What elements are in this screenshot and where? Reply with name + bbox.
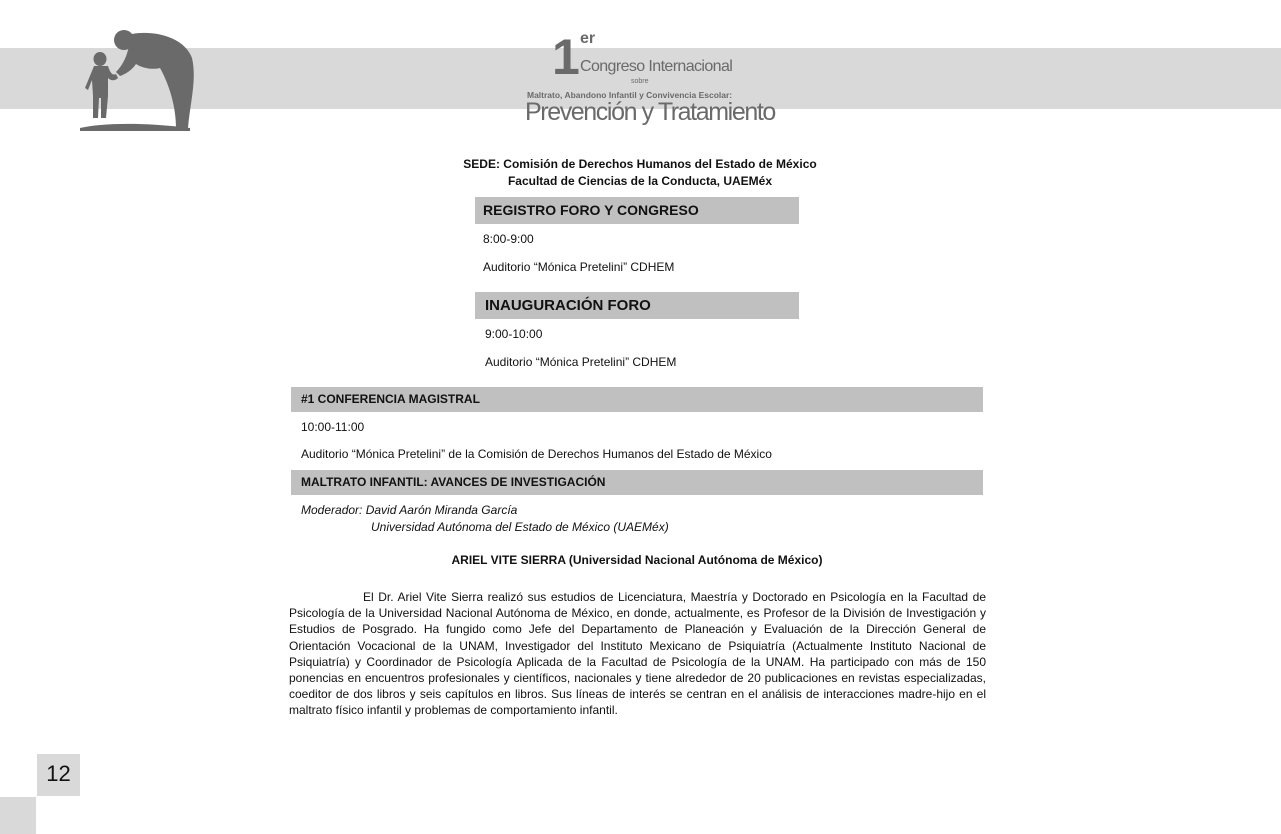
moderator-affiliation: Universidad Autónoma del Estado de México (UAEMéx) (371, 520, 669, 534)
inauguracion-time: 9:00-10:00 (485, 327, 543, 341)
registro-heading: REGISTRO FORO Y CONGRESO (475, 197, 799, 224)
conferencia-time: 10:00-11:00 (301, 420, 365, 434)
congress-superscript: er (580, 30, 596, 47)
page-number: 12 (37, 754, 80, 796)
inauguracion-heading: INAUGURACIÓN FORO (475, 292, 799, 319)
moderator: Moderador: David Aarón Miranda García (301, 503, 518, 517)
congress-subtitle: Maltrato, Abandono Infantil y Convivencia Escolar: (527, 90, 733, 100)
congress-logo (500, 28, 790, 132)
inauguracion-place: Auditorio “Mónica Pretelini” CDHEM (485, 355, 677, 369)
mother-child-logo-icon (72, 28, 202, 132)
registro-time: 8:00-9:00 (483, 232, 534, 246)
conferencia-heading: #1 CONFERENCIA MAGISTRAL (291, 387, 983, 412)
page-corner-decoration (0, 797, 36, 834)
congress-main-title: Prevención y Tratamiento (525, 98, 775, 126)
congress-name: Congreso Internacional (580, 58, 733, 75)
registro-place: Auditorio “Mónica Pretelini” CDHEM (483, 260, 675, 274)
tema-heading: MALTRATO INFANTIL: AVANCES DE INVESTIGACIÓN (291, 470, 983, 495)
conferencia-place: Auditorio “Mónica Pretelini” de la Comisión de Derechos Humanos del Estado de México (301, 447, 772, 461)
sede-line-1: SEDE: Comisión de Derechos Humanos del Estado de México (463, 157, 817, 171)
speaker-name: ARIEL VITE SIERRA (Universidad Nacional Autónoma de México) (451, 553, 823, 567)
congress-connector: sobre (631, 78, 649, 85)
congress-number: 1 (552, 29, 578, 85)
speaker-bio: El Dr. Ariel Vite Sierra realizó sus estudios de Licenciatura, Maestría y Doctorado en Psicología en la Facultad de Psicología de la Universidad Nacional Autónoma de México, en donde, actualmente, es Profesor de la División de Investigación y Estudios de Posgrado. Ha fungido como Jefe del Departamento de Planeación y Evaluación de la Dirección General de Orientación Vocacional de la UNAM, Investigador del Instituto Mexicano de Psiquiatría (Actualmente Instituto Nacional de Psiquiatría) y Coordinador de Psicología Aplicada de la Facultad de Psicología de la UNAM. Ha participado con más de 150 ponencias en encuentros profesionales y científicos, nacionales y tiene alrededor de 20 publicaciones en revistas especializadas, coeditor de dos libros y seis capítulos en libros. Sus líneas de interés se centran en el análisis de interacciones madre-hijo en el maltrato físico infantil y problemas de comportamiento infantil. (289, 590, 986, 718)
sede-line-2: Facultad de Ciencias de la Conducta, UAEMéx (507, 174, 773, 188)
